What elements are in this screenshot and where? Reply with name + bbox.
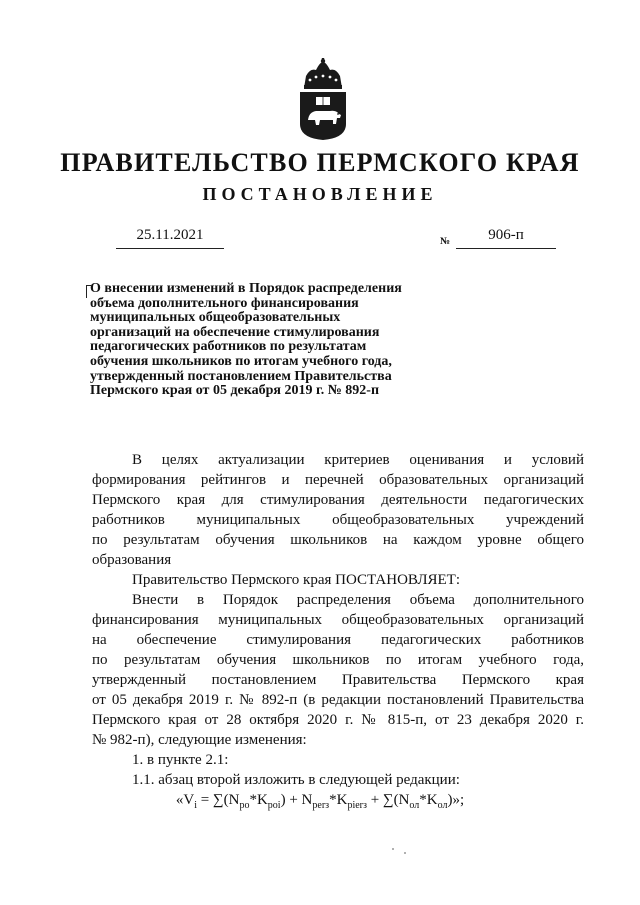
- scan-speck: [392, 848, 394, 850]
- subject-line: объема дополнительного финансирования: [90, 295, 359, 311]
- formula-part: *K: [419, 792, 438, 808]
- formula-sub: ол: [437, 800, 448, 811]
- formula-part: *K: [329, 792, 348, 808]
- crown-icon: [304, 58, 342, 89]
- body-line: Внести в Порядок распределения объема дополнительного: [132, 592, 584, 608]
- formula-part: *K: [249, 792, 268, 808]
- item-line: 1.1. абзац второй изложить в следующей редакции:: [132, 772, 460, 788]
- body-line: образования: [92, 552, 172, 568]
- number-sign: №: [440, 236, 451, 247]
- document-type: ПОСТАНОВЛЕНИЕ: [202, 184, 438, 204]
- body-line: утвержденный постановлением Правительства Пермского края: [92, 672, 584, 688]
- formula-sub: ол: [409, 800, 420, 811]
- formula-part: «V: [175, 792, 195, 808]
- body-line: от 05 декабря 2019 г. № 892-п (в редакции постановлений Правительства: [92, 692, 584, 708]
- subject-line: утвержденный постановлением Правительства: [90, 368, 392, 384]
- formula-sub: i: [194, 800, 197, 811]
- body-line: финансирования муниципальных общеобразовательных организаций: [92, 612, 584, 628]
- formula-sub: po: [239, 800, 250, 811]
- body-line: формирования рейтингов и перечней образовательных организаций: [92, 472, 584, 488]
- subject-line: организаций на обеспечение стимулирования: [90, 324, 380, 340]
- formula-part: ) + N: [280, 792, 313, 808]
- document-number: 906-п: [456, 226, 556, 249]
- subject-line: муниципальных общеобразовательных: [90, 310, 341, 326]
- body-line: работников муниципальных общеобразовательных учреждений: [92, 512, 584, 528]
- subject-line: Пермского края от 05 декабря 2019 г. № 892-п: [90, 383, 380, 399]
- decree-line: Правительство Пермского края ПОСТАНОВЛЯЕТ:: [132, 572, 461, 588]
- document-date: 25.11.2021: [116, 226, 224, 249]
- body-line: Пермского края для стимулирования деятельности педагогических: [92, 492, 584, 508]
- body-line: по результатам обучения школьников на каждом уровне общего: [92, 532, 584, 548]
- government-title: ПРАВИТЕЛЬСТВО ПЕРМСКОГО КРАЯ: [60, 148, 580, 177]
- body-line: на обеспечение стимулирования педагогических работников: [92, 632, 584, 648]
- formula-sub: poi: [267, 800, 281, 811]
- body-line: Пермского края от 28 октября 2020 г. № 815-п, от 23 декабря 2020 г.: [92, 712, 584, 728]
- formula-part: = ∑(N: [196, 792, 240, 808]
- formula-part: )»;: [447, 792, 465, 808]
- body-line: по результатам обучения школьников по итогам учебного года,: [92, 652, 584, 668]
- formula-sub: pierз: [347, 800, 367, 811]
- scan-speck: [404, 852, 406, 854]
- subject-line: обучения школьников по итогам учебного года,: [90, 353, 392, 369]
- formula-sub: perз: [312, 800, 330, 811]
- item-line: 1. в пункте 2.1:: [132, 752, 229, 768]
- subject-line: О внесении изменений в Порядок распределения: [90, 281, 402, 296]
- perm-krai-coat-of-arms-icon: [296, 58, 350, 142]
- formula-part: + ∑(N: [366, 792, 410, 808]
- document-subject: [90, 282, 470, 399]
- formula: [0, 790, 640, 810]
- shield-icon: [300, 92, 346, 140]
- document-body: [92, 450, 584, 790]
- subject-line: педагогических работников по результатам: [90, 339, 367, 355]
- body-line: № 982-п), следующие изменения:: [92, 732, 307, 748]
- body-line: В целях актуализации критериев оценивания и условий: [132, 452, 584, 468]
